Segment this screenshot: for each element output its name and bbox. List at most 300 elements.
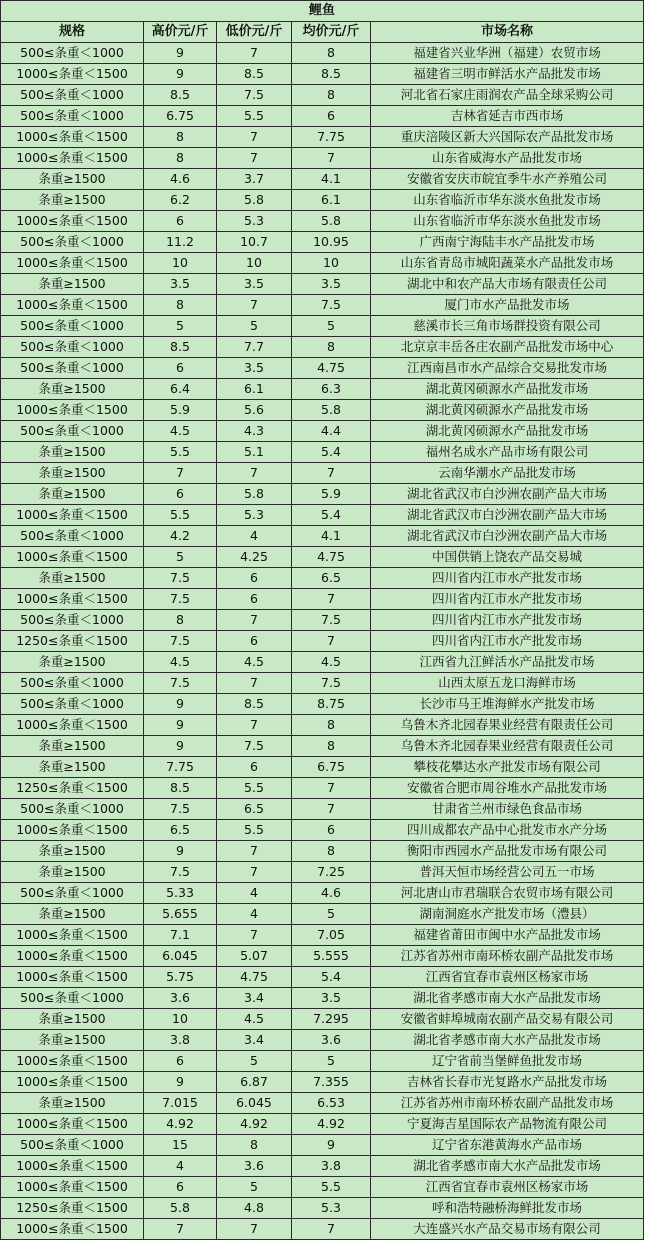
table-row [1,967,644,988]
cell-avg-price: 7 [292,463,371,484]
table-row [1,1219,644,1240]
cell-market-name: 湖南洞庭水产批发市场（澧县） [371,904,644,925]
cell-low-price: 5.8 [217,190,292,211]
table-row [1,127,644,148]
cell-avg-price: 3.5 [292,274,371,295]
cell-avg-price: 10 [292,253,371,274]
table-row [1,463,644,484]
table-row [1,631,644,652]
cell-low-price: 7 [217,925,292,946]
table-row [1,715,644,736]
cell-avg-price: 7.355 [292,1072,371,1093]
cell-low-price: 6 [217,589,292,610]
table-row [1,379,644,400]
cell-high-price: 15 [144,1135,217,1156]
cell-low-price: 7.7 [217,337,292,358]
cell-avg-price: 8.5 [292,64,371,85]
cell-high-price: 8.5 [144,85,217,106]
cell-market-name: 四川省内江市水产批发市场 [371,610,644,631]
cell-market-name: 安徽省蚌埠城南农副产品交易有限公司 [371,1009,644,1030]
cell-high-price: 7.015 [144,1093,217,1114]
cell-market-name: 湖北省孝感市南大水产品批发市场 [371,1156,644,1177]
header-market-name: 市场名称 [371,22,644,43]
cell-avg-price: 5.4 [292,442,371,463]
cell-high-price: 4.6 [144,169,217,190]
cell-low-price: 6.045 [217,1093,292,1114]
cell-market-name: 湖北省武汉市白沙洲农副产品大市场 [371,484,644,505]
cell-avg-price: 5 [292,904,371,925]
cell-market-name: 福建省莆田市闽中水产品批发市场 [371,925,644,946]
cell-avg-price: 6 [292,106,371,127]
cell-avg-price: 5 [292,1051,371,1072]
cell-avg-price: 8 [292,841,371,862]
cell-spec: 500≤条重＜1000 [1,694,144,715]
cell-low-price: 3.7 [217,169,292,190]
cell-avg-price: 7.295 [292,1009,371,1030]
cell-high-price: 9 [144,715,217,736]
cell-spec: 1000≤条重＜1500 [1,1051,144,1072]
cell-avg-price: 7 [292,589,371,610]
table-row [1,274,644,295]
cell-low-price: 10 [217,253,292,274]
cell-spec: 1250≤条重＜1500 [1,631,144,652]
cell-spec: 500≤条重＜1000 [1,673,144,694]
cell-low-price: 7 [217,862,292,883]
table-row [1,316,644,337]
cell-high-price: 5.75 [144,967,217,988]
cell-high-price: 5.5 [144,442,217,463]
cell-spec: 1000≤条重＜1500 [1,1072,144,1093]
cell-spec: 1000≤条重＜1500 [1,946,144,967]
cell-avg-price: 5.4 [292,967,371,988]
cell-spec: 500≤条重＜1000 [1,358,144,379]
cell-market-name: 攀枝花攀达水产批发市场有限公司 [371,757,644,778]
table-row [1,799,644,820]
cell-spec: 500≤条重＜1000 [1,316,144,337]
cell-avg-price: 8 [292,736,371,757]
cell-market-name: 江苏省苏州市南环桥农副产品批发市场 [371,1093,644,1114]
cell-avg-price: 7.5 [292,673,371,694]
cell-market-name: 江西省宜春市袁州区杨家市场 [371,1177,644,1198]
cell-avg-price: 8.75 [292,694,371,715]
cell-market-name: 辽宁省前当堡鲜鱼批发市场 [371,1051,644,1072]
cell-high-price: 4.5 [144,652,217,673]
cell-low-price: 4.92 [217,1114,292,1135]
table-row [1,1072,644,1093]
cell-low-price: 7.5 [217,736,292,757]
table-row [1,904,644,925]
cell-avg-price: 5.555 [292,946,371,967]
table-row [1,778,644,799]
table-row [1,1156,644,1177]
cell-avg-price: 6.53 [292,1093,371,1114]
cell-spec: 1000≤条重＜1500 [1,127,144,148]
table-row [1,736,644,757]
cell-market-name: 江苏省苏州市南环桥农副产品批发市场 [371,946,644,967]
cell-spec: 1000≤条重＜1500 [1,1177,144,1198]
cell-high-price: 9 [144,694,217,715]
cell-low-price: 5 [217,1051,292,1072]
cell-spec: 1250≤条重＜1500 [1,1198,144,1219]
cell-high-price: 7.1 [144,925,217,946]
cell-low-price: 4.3 [217,421,292,442]
cell-low-price: 3.4 [217,1030,292,1051]
cell-spec: 条重≥1500 [1,736,144,757]
cell-avg-price: 7.75 [292,127,371,148]
cell-spec: 1000≤条重＜1500 [1,820,144,841]
cell-high-price: 6 [144,358,217,379]
table-row [1,295,644,316]
cell-low-price: 7 [217,610,292,631]
table-row [1,1135,644,1156]
table-row [1,820,644,841]
table-row [1,484,644,505]
table-row [1,190,644,211]
cell-low-price: 4.8 [217,1198,292,1219]
cell-market-name: 普洱天恒市场经营公司五一市场 [371,862,644,883]
table-row [1,673,644,694]
cell-spec: 500≤条重＜1000 [1,106,144,127]
cell-avg-price: 6.5 [292,568,371,589]
cell-high-price: 7.5 [144,568,217,589]
cell-spec: 1000≤条重＜1500 [1,967,144,988]
cell-high-price: 10 [144,253,217,274]
cell-spec: 条重≥1500 [1,757,144,778]
table-row [1,1009,644,1030]
table-row [1,505,644,526]
table-row [1,211,644,232]
cell-avg-price: 5.8 [292,211,371,232]
cell-high-price: 6.75 [144,106,217,127]
cell-high-price: 9 [144,64,217,85]
cell-market-name: 江西省宜春市袁州区杨家市场 [371,967,644,988]
cell-spec: 条重≥1500 [1,463,144,484]
cell-low-price: 4 [217,526,292,547]
cell-market-name: 安徽省合肥市周谷堆水产品批发市场 [371,778,644,799]
table-row [1,883,644,904]
cell-high-price: 5.33 [144,883,217,904]
cell-high-price: 8 [144,610,217,631]
cell-low-price: 3.5 [217,274,292,295]
cell-low-price: 5.6 [217,400,292,421]
cell-high-price: 5.8 [144,1198,217,1219]
cell-spec: 500≤条重＜1000 [1,337,144,358]
cell-spec: 500≤条重＜1000 [1,526,144,547]
cell-low-price: 4.75 [217,967,292,988]
table-row [1,442,644,463]
cell-high-price: 10 [144,1009,217,1030]
table-row [1,106,644,127]
cell-market-name: 山东省临沂市华东淡水鱼批发市场 [371,211,644,232]
cell-low-price: 5.3 [217,211,292,232]
cell-spec: 条重≥1500 [1,274,144,295]
cell-market-name: 山西太原五龙口海鲜市场 [371,673,644,694]
cell-low-price: 7 [217,43,292,64]
cell-spec: 1250≤条重＜1500 [1,778,144,799]
cell-avg-price: 6.3 [292,379,371,400]
cell-spec: 条重≥1500 [1,841,144,862]
table-row [1,589,644,610]
cell-market-name: 山东省威海水产品批发市场 [371,148,644,169]
table-row [1,694,644,715]
cell-high-price: 8 [144,127,217,148]
table-body [1,43,644,1240]
cell-high-price: 7.75 [144,757,217,778]
table-row [1,1051,644,1072]
cell-market-name: 湖北黄冈硕源水产品批发市场 [371,421,644,442]
cell-high-price: 3.5 [144,274,217,295]
cell-spec: 500≤条重＜1000 [1,43,144,64]
cell-low-price: 3.4 [217,988,292,1009]
cell-high-price: 9 [144,1072,217,1093]
cell-spec: 500≤条重＜1000 [1,610,144,631]
cell-high-price: 7.5 [144,589,217,610]
header-row [1,22,644,43]
cell-low-price: 7 [217,295,292,316]
cell-spec: 1000≤条重＜1500 [1,547,144,568]
table-row [1,253,644,274]
table-row [1,64,644,85]
cell-spec: 500≤条重＜1000 [1,421,144,442]
cell-spec: 条重≥1500 [1,169,144,190]
table-row [1,1093,644,1114]
table-row [1,568,644,589]
table-row [1,946,644,967]
cell-market-name: 吉林省延吉市西市场 [371,106,644,127]
table-row [1,1030,644,1051]
cell-market-name: 湖北黄冈硕源水产品批发市场 [371,400,644,421]
cell-high-price: 7.5 [144,799,217,820]
table-row [1,526,644,547]
table-row [1,925,644,946]
cell-spec: 1000≤条重＜1500 [1,1156,144,1177]
cell-high-price: 6.2 [144,190,217,211]
cell-avg-price: 4.5 [292,652,371,673]
cell-high-price: 7.5 [144,862,217,883]
cell-avg-price: 3.6 [292,1030,371,1051]
cell-spec: 1000≤条重＜1500 [1,211,144,232]
cell-spec: 500≤条重＜1000 [1,799,144,820]
cell-avg-price: 7 [292,778,371,799]
cell-low-price: 7 [217,463,292,484]
cell-low-price: 5.1 [217,442,292,463]
cell-low-price: 10.7 [217,232,292,253]
cell-spec: 条重≥1500 [1,379,144,400]
cell-high-price: 6 [144,1177,217,1198]
cell-market-name: 大连盛兴水产品交易市场有限公司 [371,1219,644,1240]
cell-spec: 1000≤条重＜1500 [1,400,144,421]
cell-market-name: 宁夏海吉星国际农产品物流有限公司 [371,1114,644,1135]
header-avg-price: 均价元/斤 [292,22,371,43]
cell-avg-price: 7.05 [292,925,371,946]
cell-spec: 条重≥1500 [1,904,144,925]
cell-high-price: 6 [144,484,217,505]
cell-spec: 条重≥1500 [1,1009,144,1030]
cell-avg-price: 10.95 [292,232,371,253]
cell-spec: 1000≤条重＜1500 [1,253,144,274]
cell-spec: 条重≥1500 [1,568,144,589]
cell-low-price: 4 [217,883,292,904]
cell-spec: 500≤条重＜1000 [1,85,144,106]
cell-avg-price: 6.75 [292,757,371,778]
header-high-price: 高价元/斤 [144,22,217,43]
cell-low-price: 4 [217,904,292,925]
cell-high-price: 7 [144,1219,217,1240]
cell-avg-price: 8 [292,85,371,106]
table-row [1,85,644,106]
cell-spec: 1000≤条重＜1500 [1,1114,144,1135]
cell-high-price: 4 [144,1156,217,1177]
cell-market-name: 四川省内江市水产批发市场 [371,568,644,589]
cell-low-price: 3.6 [217,1156,292,1177]
table-row [1,862,644,883]
cell-low-price: 7 [217,127,292,148]
cell-avg-price: 4.1 [292,526,371,547]
cell-avg-price: 6 [292,820,371,841]
cell-market-name: 湖北省武汉市白沙洲农副产品大市场 [371,505,644,526]
cell-avg-price: 7.25 [292,862,371,883]
cell-spec: 1000≤条重＜1500 [1,64,144,85]
cell-market-name: 湖北省孝感市南大水产品批发市场 [371,988,644,1009]
cell-low-price: 6 [217,757,292,778]
table-row [1,547,644,568]
cell-low-price: 7.5 [217,85,292,106]
cell-low-price: 7 [217,841,292,862]
cell-low-price: 7 [217,673,292,694]
cell-spec: 500≤条重＜1000 [1,1135,144,1156]
cell-low-price: 6.5 [217,799,292,820]
cell-market-name: 河北省石家庄雨润农产品全球采购公司 [371,85,644,106]
cell-avg-price: 7 [292,799,371,820]
cell-high-price: 9 [144,841,217,862]
cell-market-name: 云南华潮水产品批发市场 [371,463,644,484]
cell-high-price: 5 [144,316,217,337]
cell-market-name: 衡阳市西园水产品批发市场有限公司 [371,841,644,862]
cell-high-price: 8 [144,295,217,316]
table-row [1,841,644,862]
cell-market-name: 江西南昌市水产品综合交易批发市场 [371,358,644,379]
cell-avg-price: 7 [292,148,371,169]
cell-spec: 条重≥1500 [1,190,144,211]
cell-avg-price: 5.3 [292,1198,371,1219]
cell-low-price: 5 [217,316,292,337]
cell-high-price: 6 [144,211,217,232]
cell-market-name: 吉林省长春市光复路水产品批发市场 [371,1072,644,1093]
cell-market-name: 重庆涪陵区新大兴国际农产品批发市场 [371,127,644,148]
cell-spec: 1000≤条重＜1500 [1,715,144,736]
cell-market-name: 长沙市马王堆海鲜水产批发市场 [371,694,644,715]
table-row [1,148,644,169]
cell-spec: 1000≤条重＜1500 [1,148,144,169]
cell-avg-price: 8 [292,43,371,64]
cell-high-price: 3.8 [144,1030,217,1051]
cell-market-name: 河北唐山市君瑞联合农贸市场有限公司 [371,883,644,904]
cell-low-price: 8.5 [217,64,292,85]
cell-low-price: 5 [217,1177,292,1198]
cell-low-price: 6 [217,568,292,589]
table-row [1,421,644,442]
cell-avg-price: 5 [292,316,371,337]
cell-spec: 条重≥1500 [1,862,144,883]
cell-low-price: 7 [217,1219,292,1240]
title-row [1,1,644,22]
cell-low-price: 4.5 [217,1009,292,1030]
cell-market-name: 福建省兴业华洲（福建）农贸市场 [371,43,644,64]
cell-high-price: 11.2 [144,232,217,253]
table-row [1,400,644,421]
cell-spec: 条重≥1500 [1,1030,144,1051]
cell-high-price: 4.2 [144,526,217,547]
cell-high-price: 7.5 [144,673,217,694]
cell-spec: 1000≤条重＜1500 [1,1219,144,1240]
table-row [1,358,644,379]
cell-avg-price: 4.4 [292,421,371,442]
table-row [1,988,644,1009]
cell-high-price: 5.9 [144,400,217,421]
cell-avg-price: 7 [292,1219,371,1240]
cell-high-price: 3.6 [144,988,217,1009]
table-row [1,1198,644,1219]
table-title: 鲤鱼 [1,1,644,22]
cell-high-price: 5 [144,547,217,568]
cell-spec: 1000≤条重＜1500 [1,295,144,316]
cell-high-price: 8.5 [144,337,217,358]
cell-market-name: 山东省临沂市华东淡水鱼批发市场 [371,190,644,211]
cell-market-name: 厦门市水产品批发市场 [371,295,644,316]
cell-market-name: 湖北黄冈硕源水产品批发市场 [371,379,644,400]
cell-high-price: 7.5 [144,631,217,652]
cell-low-price: 6.1 [217,379,292,400]
cell-low-price: 7 [217,148,292,169]
cell-high-price: 6 [144,1051,217,1072]
cell-avg-price: 7.5 [292,295,371,316]
cell-market-name: 辽宁省东港黄海水产品市场 [371,1135,644,1156]
table-row [1,169,644,190]
cell-avg-price: 8 [292,715,371,736]
cell-high-price: 9 [144,736,217,757]
cell-market-name: 四川省内江市水产批发市场 [371,589,644,610]
cell-avg-price: 9 [292,1135,371,1156]
cell-spec: 条重≥1500 [1,1093,144,1114]
cell-low-price: 4.25 [217,547,292,568]
cell-high-price: 6.045 [144,946,217,967]
cell-market-name: 江西省九江鲜活水产品批发市场 [371,652,644,673]
cell-avg-price: 5.8 [292,400,371,421]
cell-spec: 1000≤条重＜1500 [1,925,144,946]
header-low-price: 低价元/斤 [217,22,292,43]
cell-low-price: 5.8 [217,484,292,505]
cell-low-price: 6.87 [217,1072,292,1093]
cell-high-price: 8 [144,148,217,169]
cell-spec: 条重≥1500 [1,652,144,673]
cell-avg-price: 5.4 [292,505,371,526]
table-row [1,757,644,778]
table-row [1,337,644,358]
cell-low-price: 5.5 [217,778,292,799]
cell-avg-price: 5.5 [292,1177,371,1198]
cell-avg-price: 7.5 [292,610,371,631]
cell-spec: 1000≤条重＜1500 [1,589,144,610]
cell-market-name: 湖北省孝感市南大水产品批发市场 [371,1030,644,1051]
cell-spec: 条重≥1500 [1,484,144,505]
cell-market-name: 安徽省安庆市皖宜季牛水产养殖公司 [371,169,644,190]
table-row [1,1114,644,1135]
cell-low-price: 8.5 [217,694,292,715]
cell-high-price: 8.5 [144,778,217,799]
cell-spec: 1000≤条重＜1500 [1,505,144,526]
cell-avg-price: 4.75 [292,547,371,568]
cell-market-name: 北京京丰岳各庄农副产品批发市场中心 [371,337,644,358]
